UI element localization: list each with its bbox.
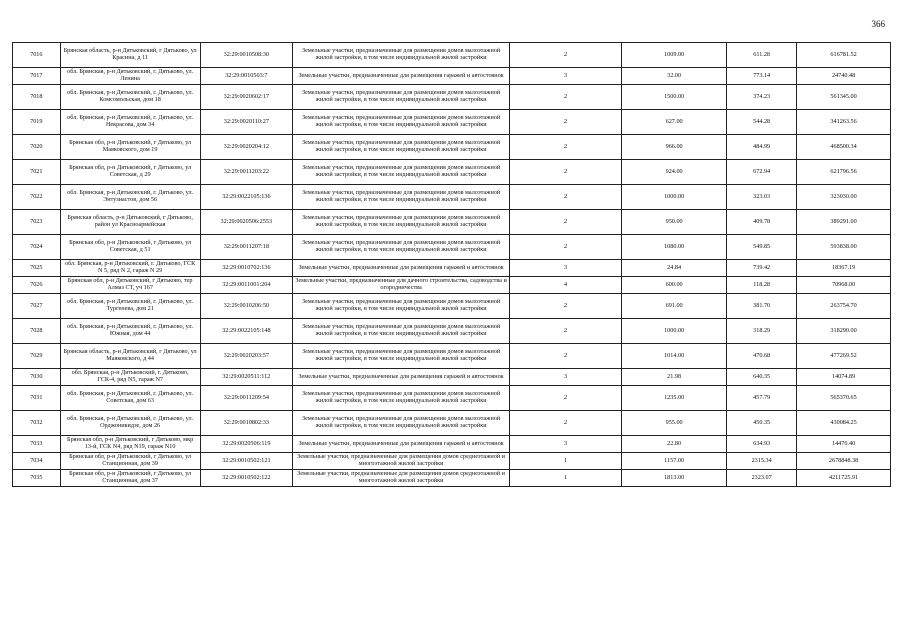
cadastral-value-cell: 341263.56 <box>797 110 891 135</box>
area-cell: 1000.00 <box>622 185 727 210</box>
table-row <box>13 160 891 185</box>
specific-value-cell: 470.68 <box>727 344 797 369</box>
cadastral-number-cell: 32:29:0010702:136 <box>200 260 292 277</box>
cadastral-number-cell: 32:29:0020204:12 <box>200 135 292 160</box>
row-number: 7026 <box>13 277 61 294</box>
area-cell: 1009.00 <box>622 43 727 68</box>
cadastral-number-cell: 32:29:0011203:22 <box>200 160 292 185</box>
cadastral-number-cell: 32:29:0011001:204 <box>200 277 292 294</box>
land-use-cell: Земельные участки, предназначенные для размещения домов малоэтажной жилой застройки, в том числе индивидуальной жилой застройки <box>293 319 510 344</box>
cadastral-number-cell: 32:29:0010802:33 <box>200 411 292 436</box>
area-cell: 1014.00 <box>622 344 727 369</box>
table-row <box>13 68 891 85</box>
cadastral-number-cell: 32:29:0020506:119 <box>200 436 292 453</box>
land-use-cell: Земельные участки, предназначенные для размещения домов малоэтажной жилой застройки, в том числе индивидуальной жилой застройки <box>293 210 510 235</box>
row-number: 7018 <box>13 85 61 110</box>
area-cell: 1000.00 <box>622 319 727 344</box>
land-use-cell: Земельные участки, предназначенные для размещения домов малоэтажной жилой застройки, в том числе индивидуальной жилой застройки <box>293 386 510 411</box>
cadastral-number-cell: 32:29:0020511:112 <box>200 369 292 386</box>
land-use-cell: Земельные участки, предназначенные для размещения домов малоэтажной жилой застройки, в том числе индивидуальной жилой застройки <box>293 85 510 110</box>
row-number: 7032 <box>13 411 61 436</box>
table-row <box>13 43 891 68</box>
cadastral-number-cell: 32:29:0020203:57 <box>200 344 292 369</box>
area-cell: 1500.00 <box>622 85 727 110</box>
address-cell: обл. Брянская, р-н Дятьковский, г. Дятьково, ул. Энтузиастов, дом 56 <box>60 185 200 210</box>
land-use-cell: Земельные участки, предназначенные для размещения домов малоэтажной жилой застройки, в том числе индивидуальной жилой застройки <box>293 43 510 68</box>
specific-value-cell: 2323.07 <box>727 470 797 487</box>
land-use-cell: Земельные участки, предназначенные для размещения домов малоэтажной жилой застройки, в том числе индивидуальной жилой застройки <box>293 110 510 135</box>
table-row <box>13 436 891 453</box>
row-number: 7022 <box>13 185 61 210</box>
group-cell: 3 <box>510 436 622 453</box>
group-cell: 1 <box>510 453 622 470</box>
address-cell: Брянская область, р-н Дятьковский, г Дятьково, ул Маяковского, д 44 <box>60 344 200 369</box>
address-cell: обл. Брянская, р-н Дятьковский, г. Дятьково, ул. Южная, дом 44 <box>60 319 200 344</box>
row-number: 7027 <box>13 294 61 319</box>
table-row <box>13 344 891 369</box>
cadastral-value-cell: 14476.40 <box>797 436 891 453</box>
area-cell: 950.00 <box>622 210 727 235</box>
specific-value-cell: 672.94 <box>727 160 797 185</box>
land-use-cell: Земельные участки, предназначенные для размещения домов среднеэтажной и многоэтажной жилой застройки <box>293 453 510 470</box>
group-cell: 2 <box>510 135 622 160</box>
area-cell: 21.98 <box>622 369 727 386</box>
address-cell: Брянская обл, р-н Дятьковский, г Дятьково, тер Алмаз СТ, уч 167 <box>60 277 200 294</box>
row-number: 7034 <box>13 453 61 470</box>
cadastral-number-cell: 32:29:0022105:148 <box>200 319 292 344</box>
land-use-cell: Земельные участки, предназначенные для размещения гаражей и автостоянок <box>293 436 510 453</box>
specific-value-cell: 381.70 <box>727 294 797 319</box>
row-number: 7035 <box>13 470 61 487</box>
row-number: 7025 <box>13 260 61 277</box>
land-use-cell: Земельные участки, предназначенные для размещения домов малоэтажной жилой застройки, в том числе индивидуальной жилой застройки <box>293 294 510 319</box>
table-row <box>13 319 891 344</box>
table-row <box>13 470 891 487</box>
land-use-cell: Земельные участки, предназначенные для размещения домов малоэтажной жилой застройки, в том числе индивидуальной жилой застройки <box>293 235 510 260</box>
cadastral-value-cell: 263754.70 <box>797 294 891 319</box>
cadastral-value-cell: 24740.48 <box>797 68 891 85</box>
table-row <box>13 135 891 160</box>
table-row <box>13 260 891 277</box>
group-cell: 2 <box>510 110 622 135</box>
row-number: 7017 <box>13 68 61 85</box>
land-use-cell: Земельные участки, предназначенные для размещения домов малоэтажной жилой застройки, в том числе индивидуальной жилой застройки <box>293 411 510 436</box>
address-cell: обл. Брянская, р-н Дятьковский, г. Дятьково, ул. Советская, дом 63 <box>60 386 200 411</box>
group-cell: 2 <box>510 210 622 235</box>
area-cell: 22.80 <box>622 436 727 453</box>
table-row <box>13 85 891 110</box>
cadastral-value-cell: 389291.00 <box>797 210 891 235</box>
table-row <box>13 369 891 386</box>
area-cell: 955.00 <box>622 411 727 436</box>
cadastral-number-cell: 32:29:0011209:54 <box>200 386 292 411</box>
address-cell: Брянская область, р-н Дятьковский, г Дятьково, район ул Красноармейская <box>60 210 200 235</box>
specific-value-cell: 739.42 <box>727 260 797 277</box>
address-cell: обл. Брянская, р-н Дятьковский, г. Дятьково, ул. Тургенева, дом 21 <box>60 294 200 319</box>
row-number: 7024 <box>13 235 61 260</box>
specific-value-cell: 611.28 <box>727 43 797 68</box>
group-cell: 4 <box>510 277 622 294</box>
row-number: 7029 <box>13 344 61 369</box>
specific-value-cell: 118.28 <box>727 277 797 294</box>
specific-value-cell: 450.35 <box>727 411 797 436</box>
specific-value-cell: 409.78 <box>727 210 797 235</box>
cadastral-number-cell: 32:29:0022105:136 <box>200 185 292 210</box>
table-body <box>13 43 891 487</box>
group-cell: 2 <box>510 344 622 369</box>
row-number: 7033 <box>13 436 61 453</box>
cadastral-value-cell: 14074.89 <box>797 369 891 386</box>
land-use-cell: Земельные участки, предназначенные для размещения гаражей и автостоянок <box>293 260 510 277</box>
cadastral-value-cell: 2678848.38 <box>797 453 891 470</box>
cadastral-value-cell: 18367.19 <box>797 260 891 277</box>
area-cell: 924.00 <box>622 160 727 185</box>
row-number: 7023 <box>13 210 61 235</box>
group-cell: 3 <box>510 369 622 386</box>
cadastral-number-cell: 32:29:0010502:122 <box>200 470 292 487</box>
group-cell: 2 <box>510 411 622 436</box>
specific-value-cell: 323.03 <box>727 185 797 210</box>
group-cell: 2 <box>510 386 622 411</box>
cadastral-number-cell: 32:29:0020506:2553 <box>200 210 292 235</box>
row-number: 7019 <box>13 110 61 135</box>
address-cell: обл. Брянская, р-н Дятьковский, г. Дятьково, ул. Комсомольская, дом 18 <box>60 85 200 110</box>
row-number: 7031 <box>13 386 61 411</box>
address-cell: обл. Брянская, р-н Дятьковский, г. Дятьково, ГСК N 5, ряд N 2, гараж N 29 <box>60 260 200 277</box>
address-cell: Брянская обл, р-н Дятьковский, г Дятьково, ул Станционная, дом 37 <box>60 470 200 487</box>
specific-value-cell: 318.29 <box>727 319 797 344</box>
group-cell: 3 <box>510 260 622 277</box>
land-use-cell: Земельные участки, предназначенные для размещения домов среднеэтажной и многоэтажной жилой застройки <box>293 470 510 487</box>
specific-value-cell: 640.35 <box>727 369 797 386</box>
row-number: 7020 <box>13 135 61 160</box>
address-cell: Брянская обл, р-н Дятьковский, г Дятьково, ул Советская, д 29 <box>60 160 200 185</box>
group-cell: 2 <box>510 185 622 210</box>
address-cell: обл. Брянская, р-н Дятьковский, г. Дятьково, ул. Ленина <box>60 68 200 85</box>
address-cell: Брянская обл, р-н Дятьковский, г Дятьково, ул Станционная, дом 39 <box>60 453 200 470</box>
cadastral-value-cell: 323030.00 <box>797 185 891 210</box>
specific-value-cell: 549.85 <box>727 235 797 260</box>
specific-value-cell: 544.28 <box>727 110 797 135</box>
land-registry-table <box>12 42 891 487</box>
area-cell: 600.00 <box>622 277 727 294</box>
address-cell: обл. Брянская, р-н Дятьковский, г. Дятьково, ул. Орджоникидзе, дом 26 <box>60 411 200 436</box>
group-cell: 3 <box>510 68 622 85</box>
table-row <box>13 453 891 470</box>
land-use-cell: Земельные участки, предназначенные для размещения гаражей и автостоянок <box>293 369 510 386</box>
cadastral-number-cell: 32:29:0010508:30 <box>200 43 292 68</box>
area-cell: 966.00 <box>622 135 727 160</box>
specific-value-cell: 457.79 <box>727 386 797 411</box>
cadastral-value-cell: 4211725.91 <box>797 470 891 487</box>
table-row <box>13 294 891 319</box>
area-cell: 24.84 <box>622 260 727 277</box>
cadastral-number-cell: 32:29:0020602:17 <box>200 85 292 110</box>
land-use-cell: Земельные участки, предназначенные для размещения гаражей и автостоянок <box>293 68 510 85</box>
land-use-cell: Земельные участки, предназначенные для дачного строительства, садоводства и огородничества <box>293 277 510 294</box>
cadastral-value-cell: 565370.65 <box>797 386 891 411</box>
specific-value-cell: 634.93 <box>727 436 797 453</box>
address-cell: обл. Брянская, р-н Дятьковский, г. Дятьково, ГСК-4, ряд N5, гараж N7 <box>60 369 200 386</box>
area-cell: 1813.00 <box>622 470 727 487</box>
area-cell: 1080.00 <box>622 235 727 260</box>
area-cell: 627.00 <box>622 110 727 135</box>
specific-value-cell: 773.14 <box>727 68 797 85</box>
address-cell: Брянская область, р-н Дятьковский, г Дятьково, ул Красина, д 11 <box>60 43 200 68</box>
cadastral-number-cell: 32:29:0010206:50 <box>200 294 292 319</box>
row-number: 7021 <box>13 160 61 185</box>
group-cell: 2 <box>510 43 622 68</box>
address-cell: Брянская обл, р-н Дятьковский, г Дятьково, ул Советская, д 51 <box>60 235 200 260</box>
group-cell: 2 <box>510 294 622 319</box>
land-use-cell: Земельные участки, предназначенные для размещения домов малоэтажной жилой застройки, в том числе индивидуальной жилой застройки <box>293 160 510 185</box>
table-row <box>13 411 891 436</box>
specific-value-cell: 484.99 <box>727 135 797 160</box>
cadastral-number-cell: 32:29:0010503:7 <box>200 68 292 85</box>
area-cell: 1157.00 <box>622 453 727 470</box>
specific-value-cell: 2315.34 <box>727 453 797 470</box>
area-cell: 1235.00 <box>622 386 727 411</box>
address-cell: Брянская обл, р-н Дятьковский, г Дятьково, мкр 13-й, ГСК N4, ряд N19, гараж N10 <box>60 436 200 453</box>
row-number: 7016 <box>13 43 61 68</box>
group-cell: 2 <box>510 85 622 110</box>
cadastral-value-cell: 593838.00 <box>797 235 891 260</box>
table-row <box>13 235 891 260</box>
table-row <box>13 386 891 411</box>
group-cell: 1 <box>510 470 622 487</box>
cadastral-value-cell: 318290.00 <box>797 319 891 344</box>
row-number: 7030 <box>13 369 61 386</box>
cadastral-value-cell: 70968.00 <box>797 277 891 294</box>
cadastral-number-cell: 32:29:0020110:27 <box>200 110 292 135</box>
row-number: 7028 <box>13 319 61 344</box>
table-row <box>13 185 891 210</box>
cadastral-value-cell: 561345.00 <box>797 85 891 110</box>
land-use-cell: Земельные участки, предназначенные для размещения домов малоэтажной жилой застройки, в том числе индивидуальной жилой застройки <box>293 185 510 210</box>
specific-value-cell: 374.23 <box>727 85 797 110</box>
cadastral-value-cell: 621796.56 <box>797 160 891 185</box>
table-row <box>13 277 891 294</box>
table-row <box>13 210 891 235</box>
page-number: 366 <box>871 19 885 29</box>
cadastral-number-cell: 32:29:0011207:18 <box>200 235 292 260</box>
land-use-cell: Земельные участки, предназначенные для размещения домов малоэтажной жилой застройки, в том числе индивидуальной жилой застройки <box>293 344 510 369</box>
address-cell: Брянская обл, р-н Дятьковский, г Дятьково, ул Маяковского, дом 19 <box>60 135 200 160</box>
table-row <box>13 110 891 135</box>
cadastral-value-cell: 468500.34 <box>797 135 891 160</box>
land-use-cell: Земельные участки, предназначенные для размещения домов малоэтажной жилой застройки, в том числе индивидуальной жилой застройки <box>293 135 510 160</box>
group-cell: 2 <box>510 319 622 344</box>
cadastral-value-cell: 477269.52 <box>797 344 891 369</box>
cadastral-number-cell: 32:29:0010502:121 <box>200 453 292 470</box>
cadastral-value-cell: 430084.25 <box>797 411 891 436</box>
group-cell: 2 <box>510 235 622 260</box>
area-cell: 32.00 <box>622 68 727 85</box>
address-cell: обл. Брянская, р-н Дятьковский, г. Дятьково, ул. Некрасова, дом 34 <box>60 110 200 135</box>
group-cell: 2 <box>510 160 622 185</box>
area-cell: 691.00 <box>622 294 727 319</box>
cadastral-value-cell: 616781.52 <box>797 43 891 68</box>
